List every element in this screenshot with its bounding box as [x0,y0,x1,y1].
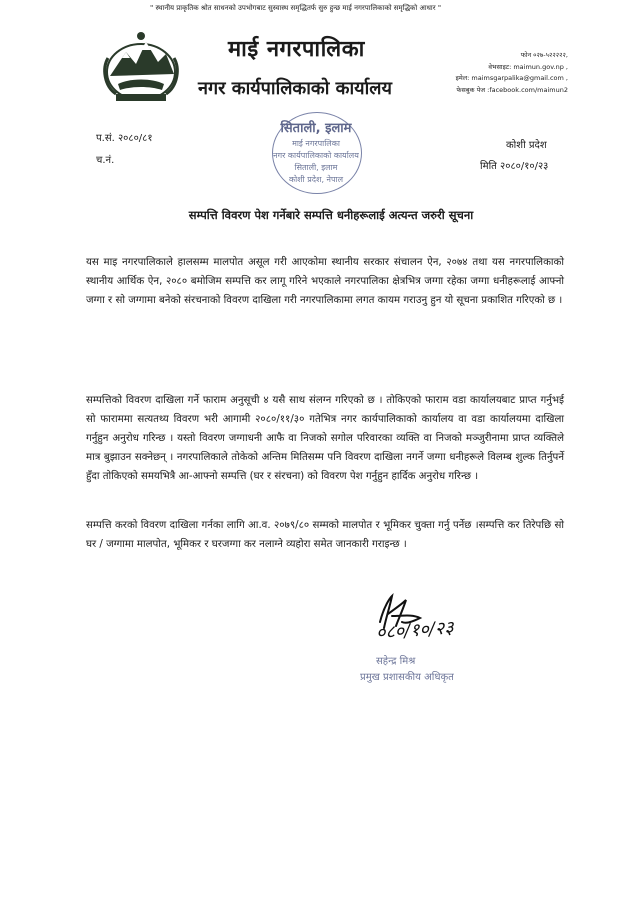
province-label: कोशी प्रदेश [506,140,547,151]
stamp-line-2: नगर कार्यपालिकाको कार्यालय [273,151,359,160]
body-paragraph-2: सम्पत्तिको विवरण दाखिला गर्ने फाराम अनुसूची ४ यसै साथ संलग्न गरिएको छ । तोकिएको फाराम वडा कार्यालयबाट प्राप्त गर्नुभई सो फाराममा सत्यतथ्य विवरण भरी आगामी २०८०/११/३० गतेभित्र नगर कार्यपालिकाको कार्यालय वा वडा कार्यालयमा दाखिला गर्नुहुन अनुरोध गरिन्छ । यस्तो विवरण जग्गाधनी आफै वा निजको सगोल परिवारका व्यक्ति वा निजको मञ्जुरीनामा प्राप्त व्यक्तिले मात्र बुझाउन सक्नेछन् । नगरपालिकाले तोकेको अन्तिम मितिसम्म पनि विवरण दाखिला नगर्ने जग्गा धनीहरूले विलम्ब शुल्क तिर्नुपर्ने हुँदा तोकिएको समयभित्रै आ-आफ्नो सम्पत्ति (घर र संरचना) को विवरण पेश गर्नुहुन हार्दिक अनुरोध गरिन्छ । [86,395,564,482]
office-title: नगर कार्यपालिकाको कार्यालय [198,78,392,99]
stamp-line-4: कोशी प्रदेश, नेपाल [288,175,344,184]
body-paragraph-1: यस माइ नगरपालिकाले हालसम्म मालपोत असूल गरी आएकोमा स्थानीय सरकार संचालन ऐन, २०७४ तथा यस नगरपालिकाको स्थानीय आर्थिक ऐन, २०८० बमोजिम सम्पत्ति कर लागू गरिने भएकाले नगरपालिका क्षेत्रभित्र जग्गा रहेका जग्गा धनीहरूलाई आफ्नो जग्गा र सो जग्गामा बनेको संरचनाको विवरण दाखिला गरी नगरपालिकामा लगत कायम गराउनु हुन यो सूचना प्रकाशित गरिएको छ । [86,257,564,306]
contact-block [448,50,568,96]
handwritten-date: ०८०/१०/२३ [375,617,455,644]
notice-date: मिति २०८०/१०/२३ [480,161,549,172]
body-paragraph-3: सम्पत्ति करको विवरण दाखिला गर्नका लागि आ.व. २०७९/८० सम्मको मालपोत र भूमिकर चुक्ता गर्नु पर्नेछ ।सम्पत्ति कर तिरेपछि सो घर / जग्गामा मालपोत, भूमिकर र घरजग्गा कर नलाग्ने व्यहोरा समेत जानकारी गराइन्छ । [86,520,564,550]
stamp-line-3: सिताली, इलाम [294,163,338,172]
contact-facebook: फेसबुक पेज :facebook.com/maimun2 [456,85,568,94]
nepal-emblem-icon [96,28,186,108]
contact-phone: फोन ०२७-५२२२२२, [520,51,568,59]
office-stamp [262,110,370,194]
stamp-line-1: माई नगरपालिका [292,139,340,148]
header-tagline: " स्थानीय प्राकृतिक श्रोत साधनको उपभोगबाट सुस्वास्थ समृद्धितर्फ सुरु हुन्छ माई नगरपालिकाको समृद्धिको आधार " [150,4,442,12]
dispatch-number: च.नं. [96,155,115,166]
officer-name: सहेन्द्र मिश्र [376,656,416,667]
stamp-place: सिताली, इलाम [280,121,352,136]
notice-headline: सम्पत्ति विवरण पेश गर्नेबारे सम्पत्ति धनीहरूलाई अत्यन्त जरुरी सूचना [188,208,474,222]
officer-stamp [350,654,490,686]
reference-number: प.सं. २०८०/८१ [96,133,153,144]
municipality-title: माई नगरपालिका [228,37,365,62]
contact-website: वेभसाइट: maimun.gov.np , [488,62,568,71]
officer-role: प्रमुख प्रशासकीय अधिकृत [360,672,454,683]
contact-email: इमेल: maimsgarpalika@gmail.com , [455,74,568,82]
